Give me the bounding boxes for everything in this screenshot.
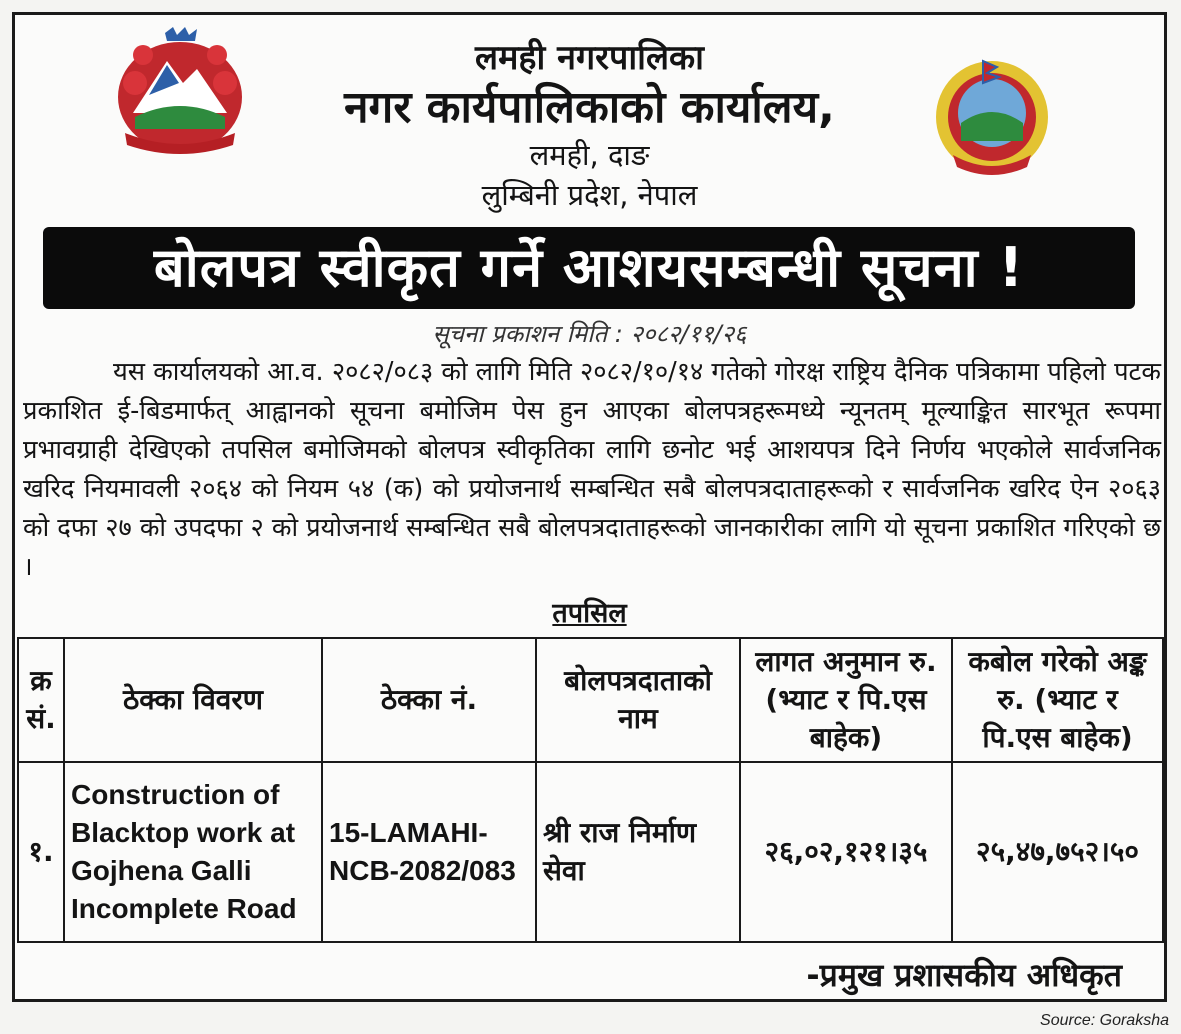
header-description: ठेक्का विवरण	[64, 638, 322, 762]
cell-description: Construction of Blacktop work at Gojhena Galli Incomplete Road	[64, 762, 322, 942]
office-province: लुम्बिनी प्रदेश, नेपाल	[481, 178, 698, 212]
signatory: -प्रमुख प्रशासकीय अधिकृत	[806, 956, 1122, 994]
cell-estimate: २६,०२,१२१।३५	[740, 762, 952, 942]
header-bid-amount: कबोल गरेको अङ्क रु. (भ्याट र पि.एस बाहेक)	[952, 638, 1163, 762]
municipality-name: लमही नगरपालिका	[475, 38, 704, 78]
table-header-row	[18, 638, 1163, 762]
bid-table	[17, 637, 1164, 943]
cell-bid-amount: २५,४७,७५२।५०	[952, 762, 1163, 942]
cell-sn: १.	[18, 762, 64, 942]
header-contract-no: ठेक्का नं.	[322, 638, 536, 762]
office-city: लमही, दाङ	[529, 138, 650, 172]
office-name: नगर कार्यपालिकाको कार्यालय,	[344, 82, 835, 133]
notice-title-banner: बोलपत्र स्वीकृत गर्ने आशयसम्बन्धी सूचना !	[43, 227, 1135, 309]
notice-body: यस कार्यालयको आ.व. २०८२/०८३ को लागि मिति २०८२/१०/१४ गतेको गोरक्ष राष्ट्रिय दैनिक पत्रिकामा पहिलो पटक प्रकाशित ई-बिडमार्फत् आह्वानको सूचना बमोजिम पेस हुन आएका बोलपत्रहरूमध्ये न्यूनतम् मूल्याङ्कित सारभूत रूपमा प्रभावग्राही देखिएको तपसिल बमोजिमको बोलपत्र स्वीकृतिका लागि छनोट भई आशयपत्र दिने निर्णय भएकोले सार्वजनिक खरिद नियमावली २०६४ को नियम ५४ (क) को प्रयोजनार्थ सम्बन्धित सबै बोलपत्रदाताहरूको र सार्वजनिक खरिद ऐन २०६३ को दफा २७ को उपदफा २ को प्रयोजनार्थ सम्बन्धित सबै बोलपत्रदाताहरूको जानकारीका लागि यो सूचना प्रकाशित गरिएको छ ।	[23, 357, 1161, 582]
table-row	[18, 762, 1163, 942]
table-title: तपसिल	[552, 598, 627, 629]
cell-bidder: श्री राज निर्माण सेवा	[536, 762, 740, 942]
source-credit: Source: Goraksha	[1040, 1012, 1169, 1029]
cell-contract-no: 15-LAMAHI-NCB-2082/083	[322, 762, 536, 942]
publication-date: सूचना प्रकाशन मिति : २०८२/११/२६	[432, 320, 747, 348]
notice-frame	[12, 12, 1167, 1002]
header-bidder: बोलपत्रदाताको नाम	[536, 638, 740, 762]
header-estimate: लागत अनुमान रु. (भ्याट र पि.एस बाहेक)	[740, 638, 952, 762]
header-sn: क्र सं.	[18, 638, 64, 762]
